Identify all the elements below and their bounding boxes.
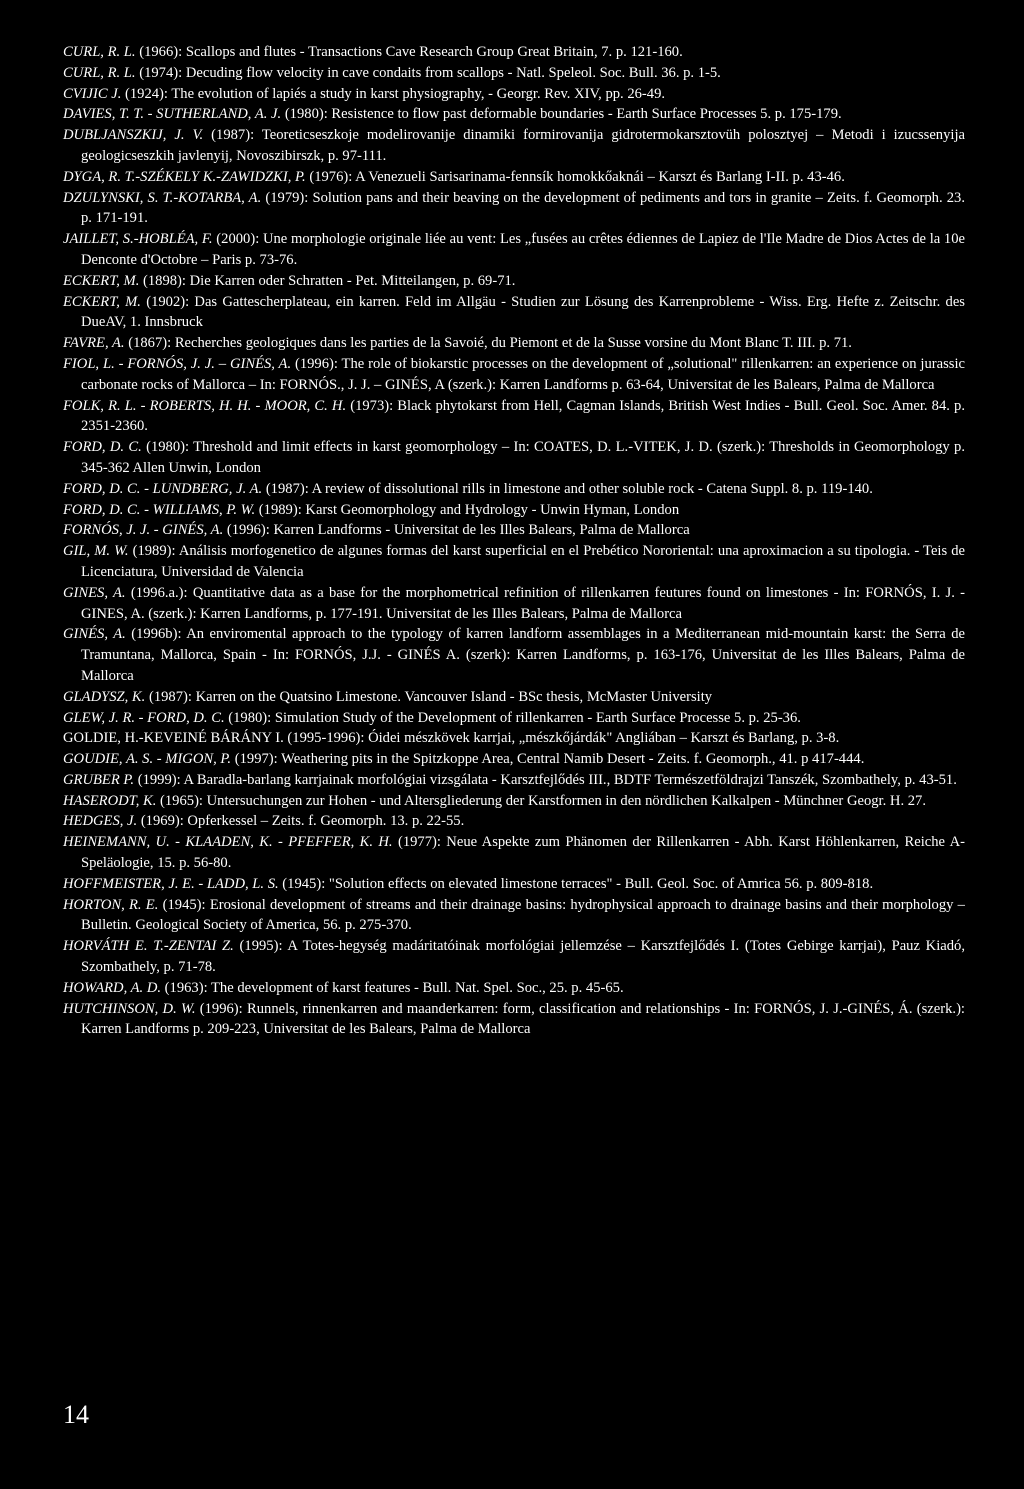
reference-authors: DZULYNSKI, S. T.-KOTARBA, A. [63, 189, 262, 206]
reference-text: (1966): Scallops and flutes - Transactions Cave Research Group Great Britain, 7. p. 121-160. [135, 44, 683, 60]
reference-authors: GLEW, J. R. - FORD, D. C. [63, 709, 225, 726]
reference-entry [63, 84, 965, 105]
reference-entry [63, 728, 965, 749]
reference-text: (1996): The role of biokarstic processes on the development of „solutional" rillenkarren: an experience on jurassic carbonate rocks of Mallorca – In: FORNÓS., J. J. – GINÉS, A (szerk.): Karren Landforms p. 63-64, Universitat de les Balears, Palma de Mallorca [81, 355, 965, 393]
reference-authors: HASERODT, K. [63, 792, 157, 809]
reference-entry [63, 63, 965, 84]
reference-entry [63, 874, 965, 895]
reference-authors: GINES, A. [63, 584, 126, 601]
reference-entry [63, 541, 965, 583]
reference-text: (1963): The development of karst features - Bull. Nat. Spel. Soc., 25. p. 45-65. [161, 979, 624, 996]
reference-entry [63, 104, 965, 125]
reference-authors: GINÉS, A. [63, 626, 126, 643]
reference-authors: DYGA, R. T.-SZÉKELY K.-ZAWIDZKI, P. [63, 168, 306, 185]
reference-authors: JAILLET, S.-HOBLÉA, F. [63, 231, 213, 248]
reference-text: (1945): "Solution effects on elevated limestone terraces" - Bull. Geol. Soc. of Amrica 56. p. 809-818. [278, 875, 874, 892]
reference-authors: HEDGES, J. [63, 813, 138, 830]
reference-text: (1980): Resistence to flow past deformable boundaries - Earth Surface Processes 5. p. 175-179. [281, 106, 842, 123]
reference-authors: FAVRE, A. [63, 335, 125, 352]
reference-entry [63, 500, 965, 521]
reference-text: (1989): Análisis morfogenetico de algunes formas del karst superficial en el Prebético Nororiental: una aproximacion a su tipologia. - Teis de Licenciatura, Universidad de Valencia [81, 543, 965, 580]
page-number: 14 [63, 1400, 89, 1429]
reference-authors: ECKERT, M. [63, 293, 141, 310]
reference-authors: GOUDIE, A. S. - MIGON, P. [63, 751, 232, 768]
reference-entry [63, 354, 965, 396]
reference-entry [63, 832, 965, 874]
reference-authors: GLADYSZ, K. [63, 688, 146, 705]
reference-text: (1924): The evolution of lapiés a study in karst physiography, - Georgr. Rev. XIV, pp. 26-49. [121, 85, 666, 102]
reference-text: (1979): Solution pans and their beaving on the development of pediments and tors in granite – Zeits. f. Geomorph. 23. p. 171-191. [81, 189, 965, 227]
reference-authors: CURL, R. L. [63, 64, 136, 81]
reference-text: (1999): A Baradla-barlang karrjainak morfológiai vizsgálata - Karsztfejlődés III., BDTF Természetföldrajzi Tanszék, Szombathely, p. 43-51. [134, 771, 957, 788]
reference-text: GOLDIE, H.-KEVEINÉ BÁRÁNY I. (1995-1996): Óidei mészkövek karrjai, „mészkőjárdák" Angliában – Karszt és Barlang, p. 3-8. [63, 730, 840, 747]
reference-entry [63, 42, 965, 63]
reference-entry [63, 437, 965, 479]
reference-entry [63, 791, 965, 812]
reference-authors: CURL, R. L. [63, 44, 136, 60]
reference-list [63, 42, 965, 1040]
reference-entry [63, 999, 965, 1041]
reference-entry [63, 229, 965, 271]
reference-entry [63, 895, 965, 937]
reference-entry [63, 978, 965, 999]
reference-text: (1973): Black phytokarst from Hell, Cagman Islands, British West Indies - Bull. Geol. Soc. Amer. 84. p. 2351-2360. [81, 397, 965, 435]
reference-authors: GRUBER P. [63, 771, 135, 788]
reference-authors: FORNÓS, J. J. - GINÉS, A. [63, 522, 224, 539]
reference-authors: FIOL, L. - FORNÓS, J. J. – GINÉS, A. [63, 355, 292, 372]
reference-text: (1969): Opferkessel – Zeits. f. Geomorph. 13. p. 22-55. [137, 813, 465, 830]
reference-authors: FORD, D. C. - WILLIAMS, P. W. [63, 501, 256, 518]
reference-text: (1902): Das Gattescherplateau, ein karren. Feld im Allgäu - Studien zur Lösung des Karrenprobleme - Wiss. Erg. Hefte z. Zeitschr. des DueAV, 1. Innsbruck [81, 293, 965, 331]
reference-authors: FORD, D. C. - LUNDBERG, J. A. [63, 480, 263, 497]
reference-entry [63, 687, 965, 708]
reference-text: (1945): Erosional development of streams and their drainage basins: hydrophysical approach to drainage basins and their morphology – Bulletin. Geological Society of America, 56. p. 275-370. [81, 896, 965, 934]
reference-entry [63, 749, 965, 770]
reference-authors: FORD, D. C. [63, 439, 142, 456]
reference-text: (1996.a.): Quantitative data as a base for the morphometrical refinition of rillenkarren feutures found on limestones - In: FORNÓS, I. J. - GINES, A. (szerk.): Karren Landforms, p. 177-191. Universitat de les Illes Balears, Palma de Mallorca [81, 584, 965, 622]
reference-entry [63, 271, 965, 292]
reference-authors: DAVIES, T. T. - SUTHERLAND, A. J. [63, 106, 282, 123]
reference-text: (1989): Karst Geomorphology and Hydrology - Unwin Hyman, London [255, 501, 680, 518]
reference-authors: HORVÁTH E. T.-ZENTAI Z. [63, 938, 234, 955]
reference-authors: GIL, M. W. [63, 543, 129, 560]
reference-text: (1980): Simulation Study of the Development of rillenkarren - Earth Surface Processe 5. p. 25-36. [224, 709, 801, 726]
reference-authors: FOLK, R. L. - ROBERTS, H. H. - MOOR, C. H. [63, 397, 347, 414]
reference-authors: HOWARD, A. D. [63, 979, 162, 996]
reference-authors: ECKERT, M. [63, 272, 140, 289]
reference-text: (1867): Recherches geologiques dans les parties de la Savoié, du Piemont et de la Susse vorsine du Mont Blanc T. III. p. 71. [124, 335, 852, 352]
reference-text: (1898): Die Karren oder Schratten - Pet. Mitteilangen, p. 69-71. [139, 272, 516, 289]
reference-entry [63, 936, 965, 978]
reference-entry [63, 396, 965, 438]
reference-text: (1977): Neue Aspekte zum Phänomen der Rillenkarren - Abh. Karst Höhlenkarren, Reiche A-Speläologie, 15. p. 56-80. [81, 834, 965, 872]
reference-authors: HEINEMANN, U. - KLAADEN, K. - PFEFFER, K. H. [63, 834, 393, 851]
reference-text: (1996b): An enviromental approach to the typology of karren landform assemblages in a Mediterranean mid-mountain karst: the Serra de Tramuntana, Mallorca, Spain - In: FORNÓS, J.J. - GINÉS A. (szerk): Karren Landforms, p. 163-176, Universitat de les Illes Balears, Palma de Mallorca [81, 626, 965, 684]
reference-text: (1987): Karren on the Quatsino Limestone. Vancouver Island - BSc thesis, McMaster University [145, 688, 713, 705]
reference-authors: HOFFMEISTER, J. E. - LADD, L. S. [63, 875, 279, 892]
reference-authors: DUBLJANSZKIJ, J. V. [63, 127, 204, 144]
reference-entry [63, 624, 965, 686]
reference-text: (1987): A review of dissolutional rills in limestone and other soluble rock - Catena Suppl. 8. p. 119-140. [262, 480, 873, 497]
reference-entry [63, 333, 965, 354]
reference-authors: HORTON, R. E. [63, 896, 159, 913]
reference-text: (1996): Runnels, rinnenkarren and maanderkarren: form, classification and relationships - In: FORNÓS, J. J.-GINÉS, Á. (szerk.): Karren Landforms p. 209-223, Universitat de les Balears, Palma de Mallorca [81, 1000, 965, 1038]
reference-text: (1997): Weathering pits in the Spitzkoppe Area, Central Namib Desert - Zeits. f. Geomorph., 41. p 417-444. [231, 751, 865, 768]
reference-text: (1980): Threshold and limit effects in karst geomorphology – In: COATES, D. L.-VITEK, J. D. (szerk.): Thresholds in Geomorphology p. 345-362 Allen Unwin, London [81, 439, 965, 476]
reference-entry [63, 583, 965, 625]
reference-text: (1974): Decuding flow velocity in cave condaits from scallops - Natl. Speleol. Soc. Bull. 36. p. 1-5. [135, 64, 721, 81]
reference-entry [63, 811, 965, 832]
reference-text: (1996): Karren Landforms - Universitat de les Illes Balears, Palma de Mallorca [223, 522, 690, 539]
reference-entry [63, 770, 965, 791]
reference-text: (1976): A Venezueli Sarisarinama-fennsík homokkőaknái – Karszt és Barlang I-II. p. 43-46. [305, 168, 845, 185]
reference-entry [63, 125, 965, 167]
reference-text: (1995): A Totes-hegység madáritatóinak morfológiai jellemzése – Karsztfejlődés I. (Totes Gebirge karrjai), Pauz Kiadó, Szombathely, p. 71-78. [81, 938, 965, 976]
reference-entry [63, 188, 965, 230]
reference-entry [63, 479, 965, 500]
reference-text: (2000): Une morphologie originale liée au vent: Les „fusées au crêtes édiennes de Lapiez de l'Ile Madre de Dios Actes de la 10e Denconte d'Octobre – Paris p. 73-76. [81, 231, 966, 268]
reference-entry [63, 708, 965, 729]
reference-authors: HUTCHINSON, D. W. [63, 1000, 196, 1017]
reference-authors: CVIJIC J. [63, 85, 122, 102]
reference-text: (1965): Untersuchungen zur Hohen - und Altersgliederung der Karstformen in den nördlichen Kalkalpen - Münchner Geogr. H. 27. [156, 792, 926, 809]
reference-text: (1987): Teoreticseszkoje modelirovanije dinamiki formirovanija gidrotermokarsztovüh polosztyej – Metodi i izucssenyija geologicseszkih javlenyij, Novoszibirszk, p. 97-111. [81, 127, 965, 164]
reference-entry [63, 520, 965, 541]
reference-entry [63, 167, 965, 188]
reference-entry [63, 292, 965, 334]
